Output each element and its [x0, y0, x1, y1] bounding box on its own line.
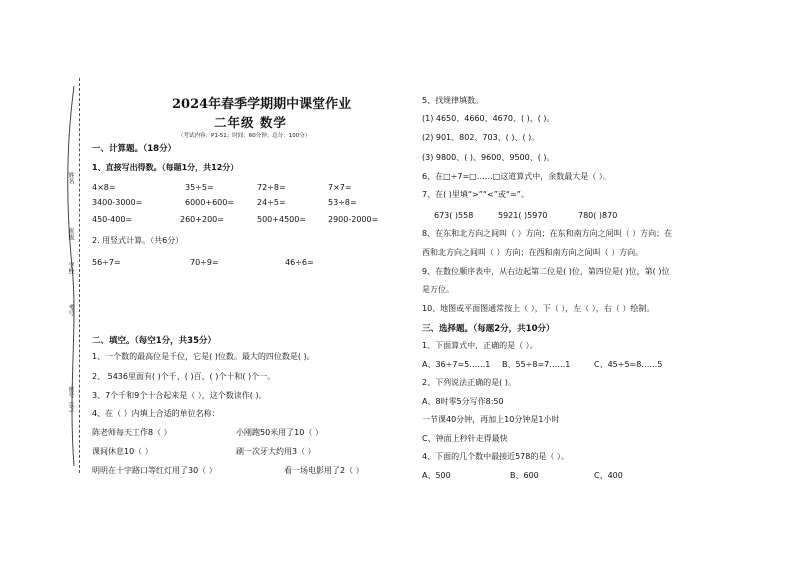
q10: 10、地图或平面图通常按上（ ），下（ ），左（ ），右（ ）绘制。 [422, 304, 655, 313]
q7: 7、在( )里填“>”“<”或“=”。 [422, 190, 529, 199]
margin-label-class: 班级 [67, 228, 74, 240]
compare-item: 673( )558 [434, 211, 474, 220]
margin-label-name: 姓名 [67, 172, 74, 184]
margin-label-exam-number: 考号 [67, 304, 74, 316]
calc-item: 72÷8= [257, 183, 286, 192]
fill-line: 陈老师每天工作8（ ） [92, 428, 172, 437]
calc-item: 450-400= [92, 215, 133, 224]
q5-item: (2) 901、802、703、( )、( )。 [422, 133, 540, 142]
fill-line: 1、一个数的最高位是千位，它是( )位数。最大的四位数是( )。 [92, 352, 315, 361]
calc-item: 260+200= [180, 215, 224, 224]
choice-option: C、45÷5=8……5 [594, 360, 663, 369]
choice-option: 一节课40分钟，再加上10分钟是1小时 [422, 415, 560, 424]
calc-item: 35÷5= [185, 183, 214, 192]
fill-line: 3、7个千和9个十合起来是（ ），这个数读作( )。 [92, 391, 267, 400]
binding-line [79, 78, 80, 473]
fill-line: 课间休息10（ ） [92, 447, 153, 456]
fill-line: 4、在（ ）内填上合适的单位名称： [92, 409, 220, 418]
choice-option: C、400 [594, 471, 623, 480]
margin-label-school: 学校 [67, 262, 74, 274]
fill-line: 看一场电影用了2（ ） [284, 466, 364, 475]
fill-line: 小刚跑50米用了10（ ） [236, 428, 323, 437]
q8-line: 西和北方向之间叫（ ）方向；在西和南方向之间叫（ ）方向。 [422, 248, 644, 257]
exam-info: （考试内容：P1-51；时间：60分钟；总分：100分） [178, 133, 311, 139]
calc-item: 4×8= [92, 183, 116, 192]
compare-item: 5921( )5970 [498, 211, 548, 220]
q8-line: 8、在东和北方向之间叫（ ）方向；在东和南方向之间叫（ ）方向；在 [422, 229, 673, 238]
q2-title: 2. 用竖式计算。（共6分） [92, 236, 184, 245]
choice-option: B、55÷8=7……1 [502, 360, 571, 369]
fill-line: 明明在十字路口等红灯用了30（ ） [92, 466, 217, 475]
calc-item: 500+4500= [257, 215, 307, 224]
calc-item: 6000+600= [185, 198, 235, 207]
choice-question: 1、下面算式中，正确的是（ ）。 [422, 341, 538, 350]
margin-label-seat: 座号（号） [67, 386, 74, 416]
calc-item: 2900-2000= [328, 215, 379, 224]
choice-question: 4、下面的几个数中最接近578的是（ ）。 [422, 452, 569, 461]
calc-item: 7×7= [328, 183, 352, 192]
q6: 6、在□÷7=□……□这道算式中，余数最大是（ ）。 [422, 172, 611, 181]
q1-title: 1、直接写出得数。（每题1分，共12分） [92, 163, 239, 172]
section3-title: 三、选择题。（每题2分，共10分） [422, 324, 555, 334]
q9-line: 9、在数位顺序表中，从右边起第二位是( )位，第四位是( )位，第( )位 [422, 267, 670, 276]
page-title: 2024年春季学期期中课堂作业 [172, 97, 352, 112]
compare-item: 780( )870 [578, 211, 618, 220]
choice-option: B、600 [510, 471, 539, 480]
vertical-calc-item: 70÷9= [190, 258, 219, 267]
choice-option: A、36÷7=5……1 [422, 360, 491, 369]
choice-option: A、500 [422, 471, 451, 480]
vertical-calc-item: 46÷6= [285, 258, 314, 267]
q5-item: (3) 9800、( )、9600、9500、( )。 [422, 153, 555, 162]
fill-line: 2、 5436里面有( )个千、( )百、( )个十和( )个一。 [92, 372, 276, 381]
vertical-calc-item: 56÷7= [92, 258, 121, 267]
choice-question: 2、下列说法正确的是( )。 [422, 378, 516, 387]
q5-item: (1) 4650、4660、4670、( )、( )。 [422, 114, 555, 123]
page-subtitle: 二年级 数学 [214, 115, 287, 130]
section1-title: 一、计算题。（18分） [92, 144, 177, 154]
fill-line: 刷一次牙大约用3（ ） [236, 447, 316, 456]
choice-option: C、钟面上秒针走得最快 [422, 434, 508, 443]
q9-line: 是万位。 [422, 285, 454, 294]
calc-item: 24÷5= [257, 198, 286, 207]
calc-item: 3400-3000= [92, 198, 143, 207]
calc-item: 53÷8= [328, 198, 357, 207]
q5-title: 5、找规律填数。 [422, 96, 484, 105]
section2-title: 二、填空。（每空1分，共35分） [92, 336, 216, 346]
choice-option: A、8时零5分写作8:50 [422, 397, 504, 406]
